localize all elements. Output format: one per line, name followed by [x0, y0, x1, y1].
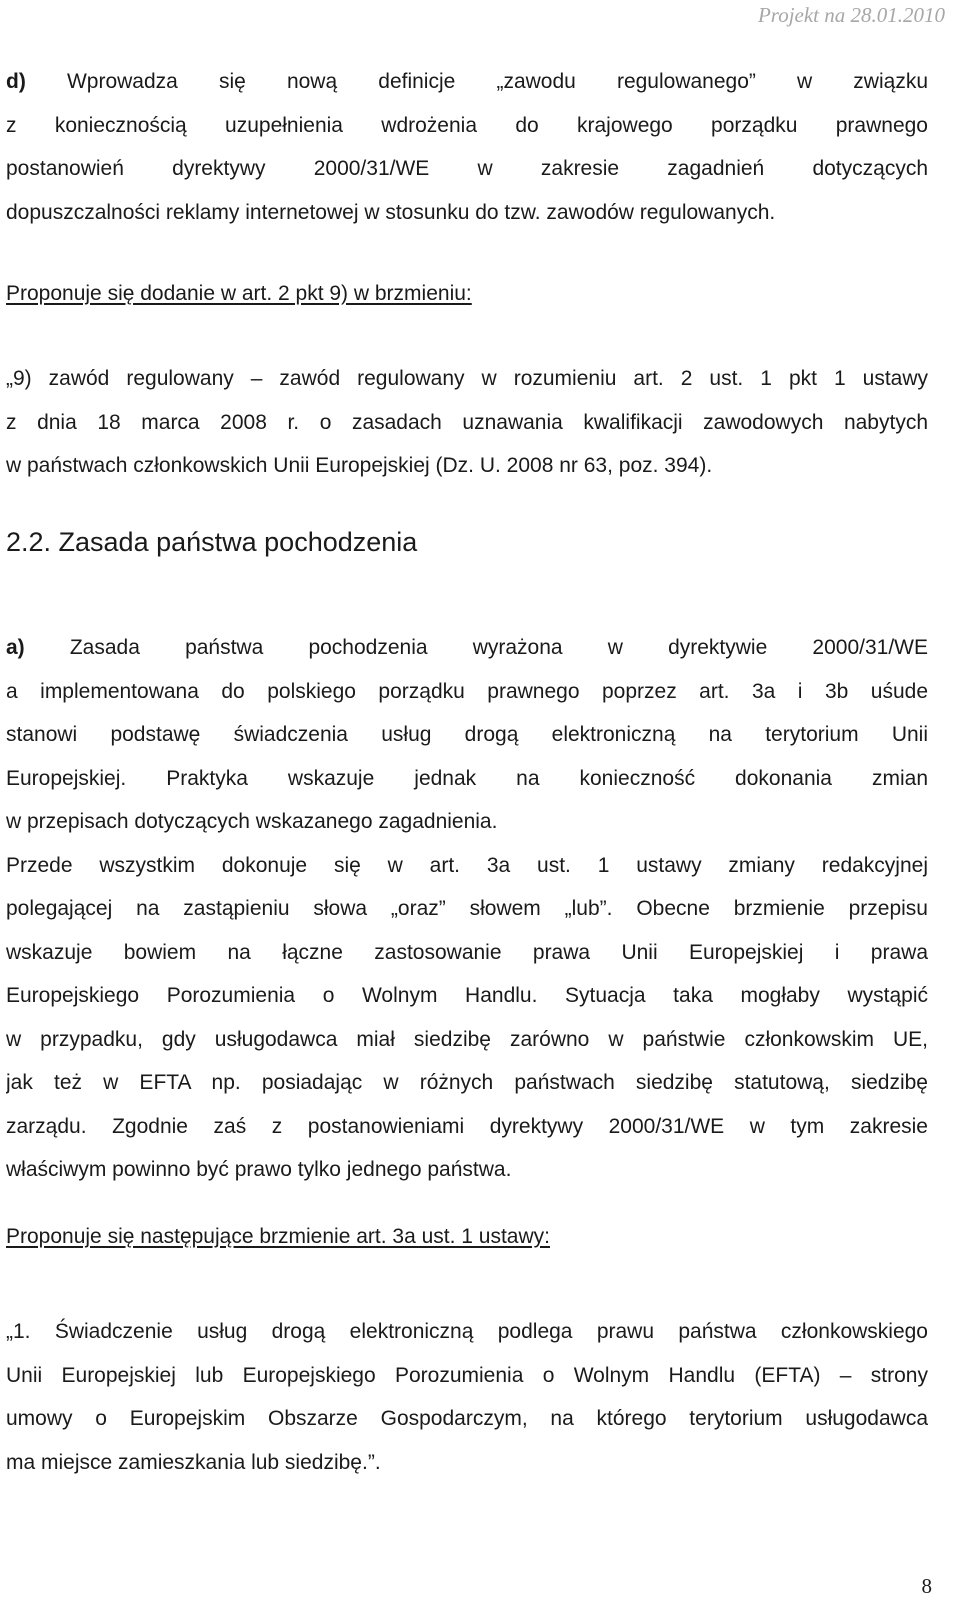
text-line: „9) zawód regulowany – zawód regulowany w rozumieniu art. 2 ust. 1 pkt 1 ustawy	[6, 367, 928, 390]
text-line: a) Zasada państwa pochodzenia wyrażona w dyrektywie 2000/31/WE	[6, 636, 928, 659]
text-line: Europejskiej. Praktyka wskazuje jednak na konieczność dokonania zmian	[6, 766, 928, 790]
text-line: wskazuje bowiem na łączne zastosowanie prawa Unii Europejskiej i prawa	[6, 940, 928, 964]
text-line: właściwym powinno być prawo tylko jednego państwa.	[6, 1158, 512, 1181]
draft-header: Projekt na 28.01.2010	[757, 3, 945, 27]
text-line: jak też w EFTA np. posiadając w różnych państwach siedzibę statutową, siedzibę	[6, 1071, 928, 1094]
text-line: a implementowana do polskiego porządku prawnego poprzez art. 3a i 3b uśude	[6, 679, 928, 703]
text-line: Unii Europejskiej lub Europejskiego Porozumienia o Wolnym Handlu (EFTA) – strony	[6, 1363, 928, 1387]
list-marker-d: d)	[6, 70, 26, 93]
paragraph-a	[6, 626, 928, 1192]
paragraph-d	[6, 60, 928, 234]
text-line: w przypadku, gdy usługodawca miał siedzibę zarówno w państwie członkowskim UE,	[6, 1027, 928, 1051]
text-line: postanowień dyrektywy 2000/31/WE w zakresie zagadnień dotyczących	[6, 157, 928, 180]
text-line: ma miejsce zamieszkania lub siedzibę.”.	[6, 1450, 381, 1474]
quote-definition	[6, 357, 928, 488]
text-line: z koniecznością uzupełnienia wdrożenia do krajowego porządku prawnego	[6, 113, 928, 137]
list-marker-a: a)	[6, 636, 25, 659]
text-line: zarządu. Zgodnie zaś z postanowieniami dyrektywy 2000/31/WE w tym zakresie	[6, 1114, 928, 1138]
section-heading: 2.2. Zasada państwa pochodzenia	[6, 527, 418, 557]
proposal-d	[6, 272, 928, 316]
proposal-a	[6, 1215, 928, 1259]
proposal-line: Proponuje się dodanie w art. 2 pkt 9) w brzmieniu:	[6, 282, 472, 305]
text-line: „1. Świadczenie usług drogą elektroniczną podlega prawu państwa członkowskiego	[6, 1320, 928, 1343]
proposal-line: Proponuje się następujące brzmienie art. 3a ust. 1 ustawy:	[6, 1225, 550, 1248]
text-line: z dnia 18 marca 2008 r. o zasadach uznawania kwalifikacji zawodowych nabytych	[6, 410, 928, 434]
page-number: 8	[921, 1574, 932, 1598]
text-line: dopuszczalności reklamy internetowej w stosunku do tzw. zawodów regulowanych.	[6, 200, 776, 224]
text-line: stanowi podstawę świadczenia usług drogą elektroniczną na terytorium Unii	[6, 723, 928, 746]
text-line: polegającej na zastąpieniu słowa „oraz” słowem „lub”. Obecne brzmienie przepisu	[6, 897, 928, 920]
quote-article	[6, 1310, 928, 1484]
text-line: Przede wszystkim dokonuje się w art. 3a ust. 1 ustawy zmiany redakcyjnej	[6, 853, 928, 877]
text-line: w państwach członkowskich Unii Europejskiej (Dz. U. 2008 nr 63, poz. 394).	[6, 454, 713, 477]
text-line: w przepisach dotyczących wskazanego zagadnienia.	[6, 810, 498, 833]
text-line: d) Wprowadza się nową definicje „zawodu regulowanego” w związku	[6, 70, 928, 93]
text-line: umowy o Europejskim Obszarze Gospodarczym, na którego terytorium usługodawca	[6, 1407, 928, 1430]
text-line: Europejskiego Porozumienia o Wolnym Handlu. Sytuacja taka mogłaby wystąpić	[6, 984, 928, 1007]
